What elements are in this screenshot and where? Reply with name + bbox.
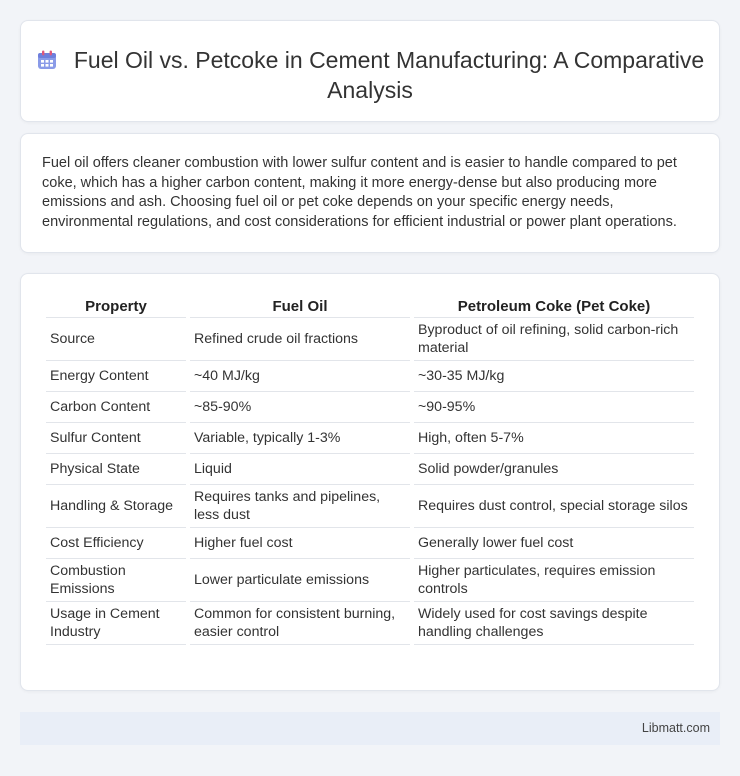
property-cell: Combustion Emissions — [46, 559, 186, 602]
comparison-table-card — [20, 273, 720, 691]
table-row — [46, 392, 694, 423]
fuel-oil-cell: Refined crude oil fractions — [190, 318, 410, 361]
fuel-oil-cell: ~85-90% — [190, 392, 410, 423]
pet-coke-cell: Byproduct of oil refining, solid carbon-rich material — [414, 318, 694, 361]
pet-coke-cell: Generally lower fuel cost — [414, 528, 694, 559]
property-cell: Physical State — [46, 454, 186, 485]
property-cell: Carbon Content — [46, 392, 186, 423]
summary-card — [20, 133, 720, 253]
table-row — [46, 602, 694, 645]
fuel-oil-cell: ~40 MJ/kg — [190, 361, 410, 392]
header-fuel-oil: Fuel Oil — [190, 294, 410, 318]
header-property: Property — [46, 294, 186, 318]
pet-coke-cell: Widely used for cost savings despite handling challenges — [414, 602, 694, 645]
pet-coke-cell: Higher particulates, requires emission controls — [414, 559, 694, 602]
table-row — [46, 318, 694, 361]
table-header-row — [46, 294, 694, 318]
summary-text: Fuel oil offers cleaner combustion with lower sulfur content and is easier to handle compared to pet coke, which has a higher carbon content, making it more energy-dense but also producing more emissions and ash. Choosing fuel oil or pet coke depends on your specific energy needs, environmental regulations, and cost considerations for efficient industrial or power plant operations. — [42, 155, 677, 230]
footer-brand-link[interactable]: Libmatt.com — [641, 721, 710, 735]
property-cell: Handling & Storage — [46, 485, 186, 528]
calendar-icon — [36, 49, 58, 71]
table-row — [46, 423, 694, 454]
header-pet-coke: Petroleum Coke (Pet Coke) — [414, 294, 694, 318]
fuel-oil-cell: Requires tanks and pipelines, less dust — [190, 485, 410, 528]
pet-coke-cell: ~90-95% — [414, 392, 694, 423]
property-cell: Source — [46, 318, 186, 361]
footer — [20, 712, 720, 745]
title-card — [20, 20, 720, 122]
fuel-oil-cell: Higher fuel cost — [190, 528, 410, 559]
fuel-oil-cell: Liquid — [190, 454, 410, 485]
comparison-table — [42, 294, 698, 645]
property-cell: Usage in Cement Industry — [46, 602, 186, 645]
fuel-oil-cell: Variable, typically 1-3% — [190, 423, 410, 454]
pet-coke-cell: Solid powder/granules — [414, 454, 694, 485]
table-row — [46, 361, 694, 392]
fuel-oil-cell: Lower particulate emissions — [190, 559, 410, 602]
table-row — [46, 485, 694, 528]
property-cell: Energy Content — [46, 361, 186, 392]
table-row — [46, 559, 694, 602]
page-title-text: Fuel Oil vs. Petcoke in Cement Manufacturing: A Comparative Analysis — [73, 47, 705, 103]
table-row — [46, 528, 694, 559]
fuel-oil-cell: Common for consistent burning, easier control — [190, 602, 410, 645]
pet-coke-cell: High, often 5-7% — [414, 423, 694, 454]
pet-coke-cell: ~30-35 MJ/kg — [414, 361, 694, 392]
page-title — [21, 45, 719, 105]
property-cell: Cost Efficiency — [46, 528, 186, 559]
table-row — [46, 454, 694, 485]
pet-coke-cell: Requires dust control, special storage silos — [414, 485, 694, 528]
property-cell: Sulfur Content — [46, 423, 186, 454]
